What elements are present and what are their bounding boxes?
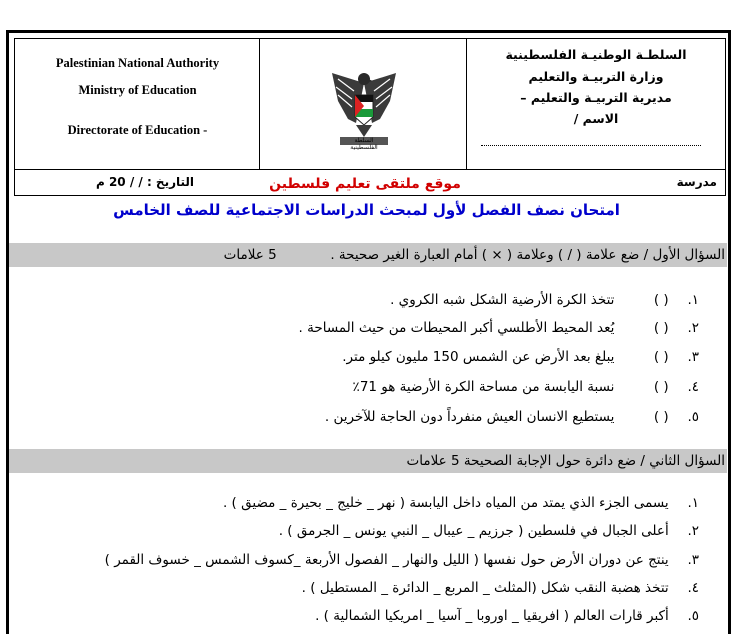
q2-heading: السؤال الثاني / ضع دائرة حول الإجابة الصحيحة 5 علامات xyxy=(406,453,725,469)
q2-item-4: ٤. تتخذ هضبة النقب شكل (المثلث _ المربع _ الدائرة _ المستطيل ) . xyxy=(301,580,699,596)
exam-header xyxy=(14,38,726,196)
q1-item-3: ٣. ( ) يبلغ بعد الأرض عن الشمس 150 مليون كيلو متر. xyxy=(342,349,699,365)
q1-marks: 5 علامات xyxy=(223,247,277,263)
name-dotted-line xyxy=(481,145,701,146)
header-bottom-row xyxy=(15,169,725,195)
q2-heading-bar xyxy=(9,449,727,473)
school-label: مدرسة xyxy=(676,175,717,189)
ar-name-label: الاسم / xyxy=(573,111,619,126)
header-emblem-block xyxy=(260,39,467,169)
q1-item-1: ١. ( ) تتخذ الكرة الأرضية الشكل شبه الكروي . xyxy=(390,292,699,308)
q1-item-2: ٢. ( ) يُعد المحيط الأطلسي أكبر المحيطات من حيث المساحة . xyxy=(298,320,699,336)
ar-authority: السلطـة الوطنيـة الفلسطينية xyxy=(505,47,687,62)
emblem-caption: السلطة الفلسطينية xyxy=(350,137,378,151)
header-english-block xyxy=(15,39,260,169)
exam-title: امتحان نصف الفصل لأول لمبحث الدراسات الاجتماعية للصف الخامس xyxy=(113,201,620,219)
q1-heading: السؤال الأول / ضع علامة ( / ) وعلامة ( × ) أمام العبارة الغير صحيحة . xyxy=(330,247,725,263)
en-directorate: Directorate of Education - xyxy=(67,123,208,137)
date-field: التاريخ : / / 20 م xyxy=(95,175,195,189)
q2-item-5: ٥. أكبر قارات العالم ( افريقيا _ اوروبا _ آسيا _ امريكيا الشمالية ) . xyxy=(315,608,699,624)
header-arabic-block xyxy=(467,39,725,169)
q2-item-2: ٢. أعلى الجبال في فلسطين ( جرزيم _ عيبال _ النبي يونس _ الجرمق ) . xyxy=(278,523,699,539)
en-authority: Palestinian National Authority xyxy=(55,56,220,70)
site-name: موقع ملتقى تعليم فلسطين xyxy=(269,176,461,192)
q1-item-5: ٥. ( ) يستطيع الانسان العيش منفرداً دون الحاجة للآخرين . xyxy=(324,409,699,425)
en-ministry: Ministry of Education xyxy=(78,83,197,97)
q1-heading-bar xyxy=(9,243,727,267)
q1-item-4: ٤. ( ) نسبة اليابسة من مساحة الكرة الأرضية هو 71٪ xyxy=(352,379,699,395)
ar-ministry: وزارة التربيـة والتعليم xyxy=(528,69,664,84)
q2-item-3: ٣. ينتج عن دوران الأرض حول نفسها ( الليل والنهار _ الفصول الأربعة _كسوف الشمس _ خسوف القمر ) xyxy=(104,552,699,568)
q2-item-1: ١. يسمى الجزء الذي يمتد من المياه داخل اليابسة ( نهر _ خليج _ بحيرة _ مضيق ) . xyxy=(222,495,699,511)
ar-directorate: مديرية التربيـة والتعليم – xyxy=(520,90,672,105)
